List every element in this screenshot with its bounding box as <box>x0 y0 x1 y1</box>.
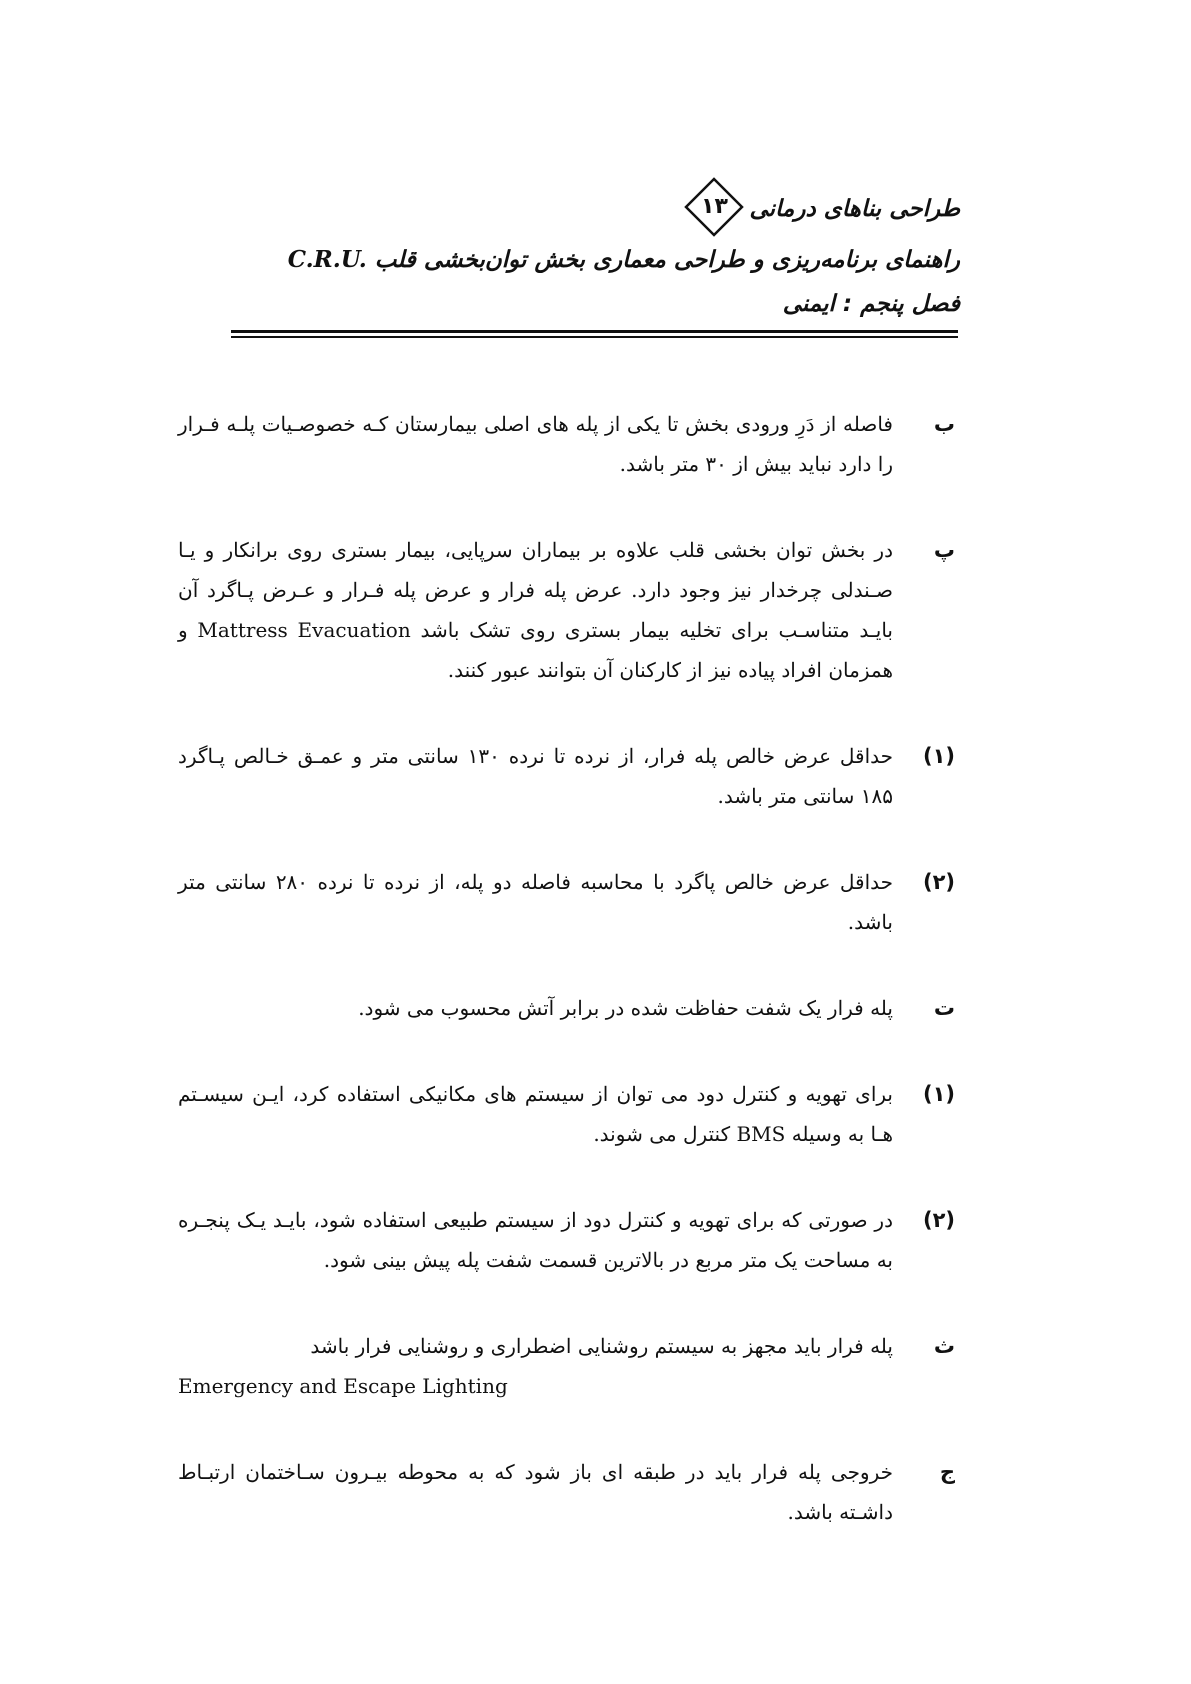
item-text: پله فرار باید مجهز به سیستم روشنایی اضطراری و روشنایی فرار باشد <box>310 1334 893 1358</box>
item-text-latin: Emergency and Escape Lighting <box>178 1374 508 1398</box>
chapter-title: فصل پنجم : ایمنی <box>782 291 960 317</box>
list-item <box>178 1326 955 1406</box>
main-content <box>178 404 955 1578</box>
book-title: طراحی بناهای درمانی <box>749 196 960 222</box>
book-title-line <box>230 180 960 238</box>
item-marker: (۱) <box>922 744 955 768</box>
item-text: برای تهویه و کنترل دود می توان از سیستم های مکانیکی استفاده کرد، ایـن سیسـتم هـا به وسیله BMS کنترل می شوند. <box>178 1082 893 1146</box>
item-marker: (۱) <box>922 1082 955 1106</box>
page-number-badge <box>683 176 745 238</box>
list-item <box>178 736 955 816</box>
item-text: حداقل عرض خالص پاگرد با محاسبه فاصله دو پله، از نرده تا نرده ۲۸۰ سانتی متر باشد. <box>178 870 893 934</box>
list-item <box>178 988 955 1028</box>
list-item <box>178 530 955 690</box>
list-item <box>178 1074 955 1154</box>
item-marker: پ <box>933 538 955 562</box>
item-text: حداقل عرض خالص پله فرار، از نرده تا نرده ۱۳۰ سانتی متر و عمـق خـالص پـاگرد ۱۸۵ سانتی متر باشد. <box>178 744 894 808</box>
list-item <box>178 862 955 942</box>
list-item <box>178 1452 955 1532</box>
subtitle-latin: C.R.U. <box>287 246 367 273</box>
header-rule-thin <box>231 336 958 338</box>
item-text: پله فرار یک شفت حفاظت شده در برابر آتش محسوب می شود. <box>358 996 893 1020</box>
header-rule-thick <box>231 330 958 333</box>
list-item <box>178 404 955 484</box>
subtitle-line <box>230 238 960 282</box>
item-marker: ث <box>933 1334 955 1358</box>
item-marker: ت <box>933 996 955 1020</box>
item-marker: ب <box>933 412 955 436</box>
item-text: در بخش توان بخشی قلب علاوه بر بیماران سرپایی، بیمار بستری روی برانکار و یـا صـندلی چرخدار نیز وجود دارد. عرض پله فرار و عرض پله فـرار و عـرض پـاگرد آن بایـد متناسـب برای تخلیه بیمار بستری روی تشک باشد Mattress Evacuation و همزمان افراد پیاده نیز از کارکنان آن بتوانند عبور کنند. <box>178 538 893 682</box>
subtitle: راهنمای برنامه‌ریزی و طراحی معماری بخش توان‌بخشی قلب <box>374 247 960 273</box>
item-text: فاصله از دَرِ ورودی بخش تا یکی از پله های اصلی بیمارستان کـه خصوصـیات پلـه فـرار را دارد نباید بیش از ۳۰ متر باشد. <box>178 412 893 476</box>
list-item <box>178 1200 955 1280</box>
item-marker: (۲) <box>922 870 955 894</box>
item-text-group <box>178 1326 893 1406</box>
page-number: ۱۳ <box>701 194 728 219</box>
item-marker: ج <box>939 1460 955 1484</box>
item-marker: (۲) <box>922 1208 955 1232</box>
page-header <box>230 180 960 326</box>
item-text: در صورتی که برای تهویه و کنترل دود از سیستم طبیعی استفاده شود، بایـد یـک پنجـره به مساحت یک متر مربع در بالاترین قسمت شفت پله پیش بینی شود. <box>178 1208 893 1272</box>
item-text: خروجی پله فرار باید در طبقه ای باز شود که به محوطه بیـرون سـاختمان ارتبـاط داشـته باشد. <box>178 1460 893 1524</box>
